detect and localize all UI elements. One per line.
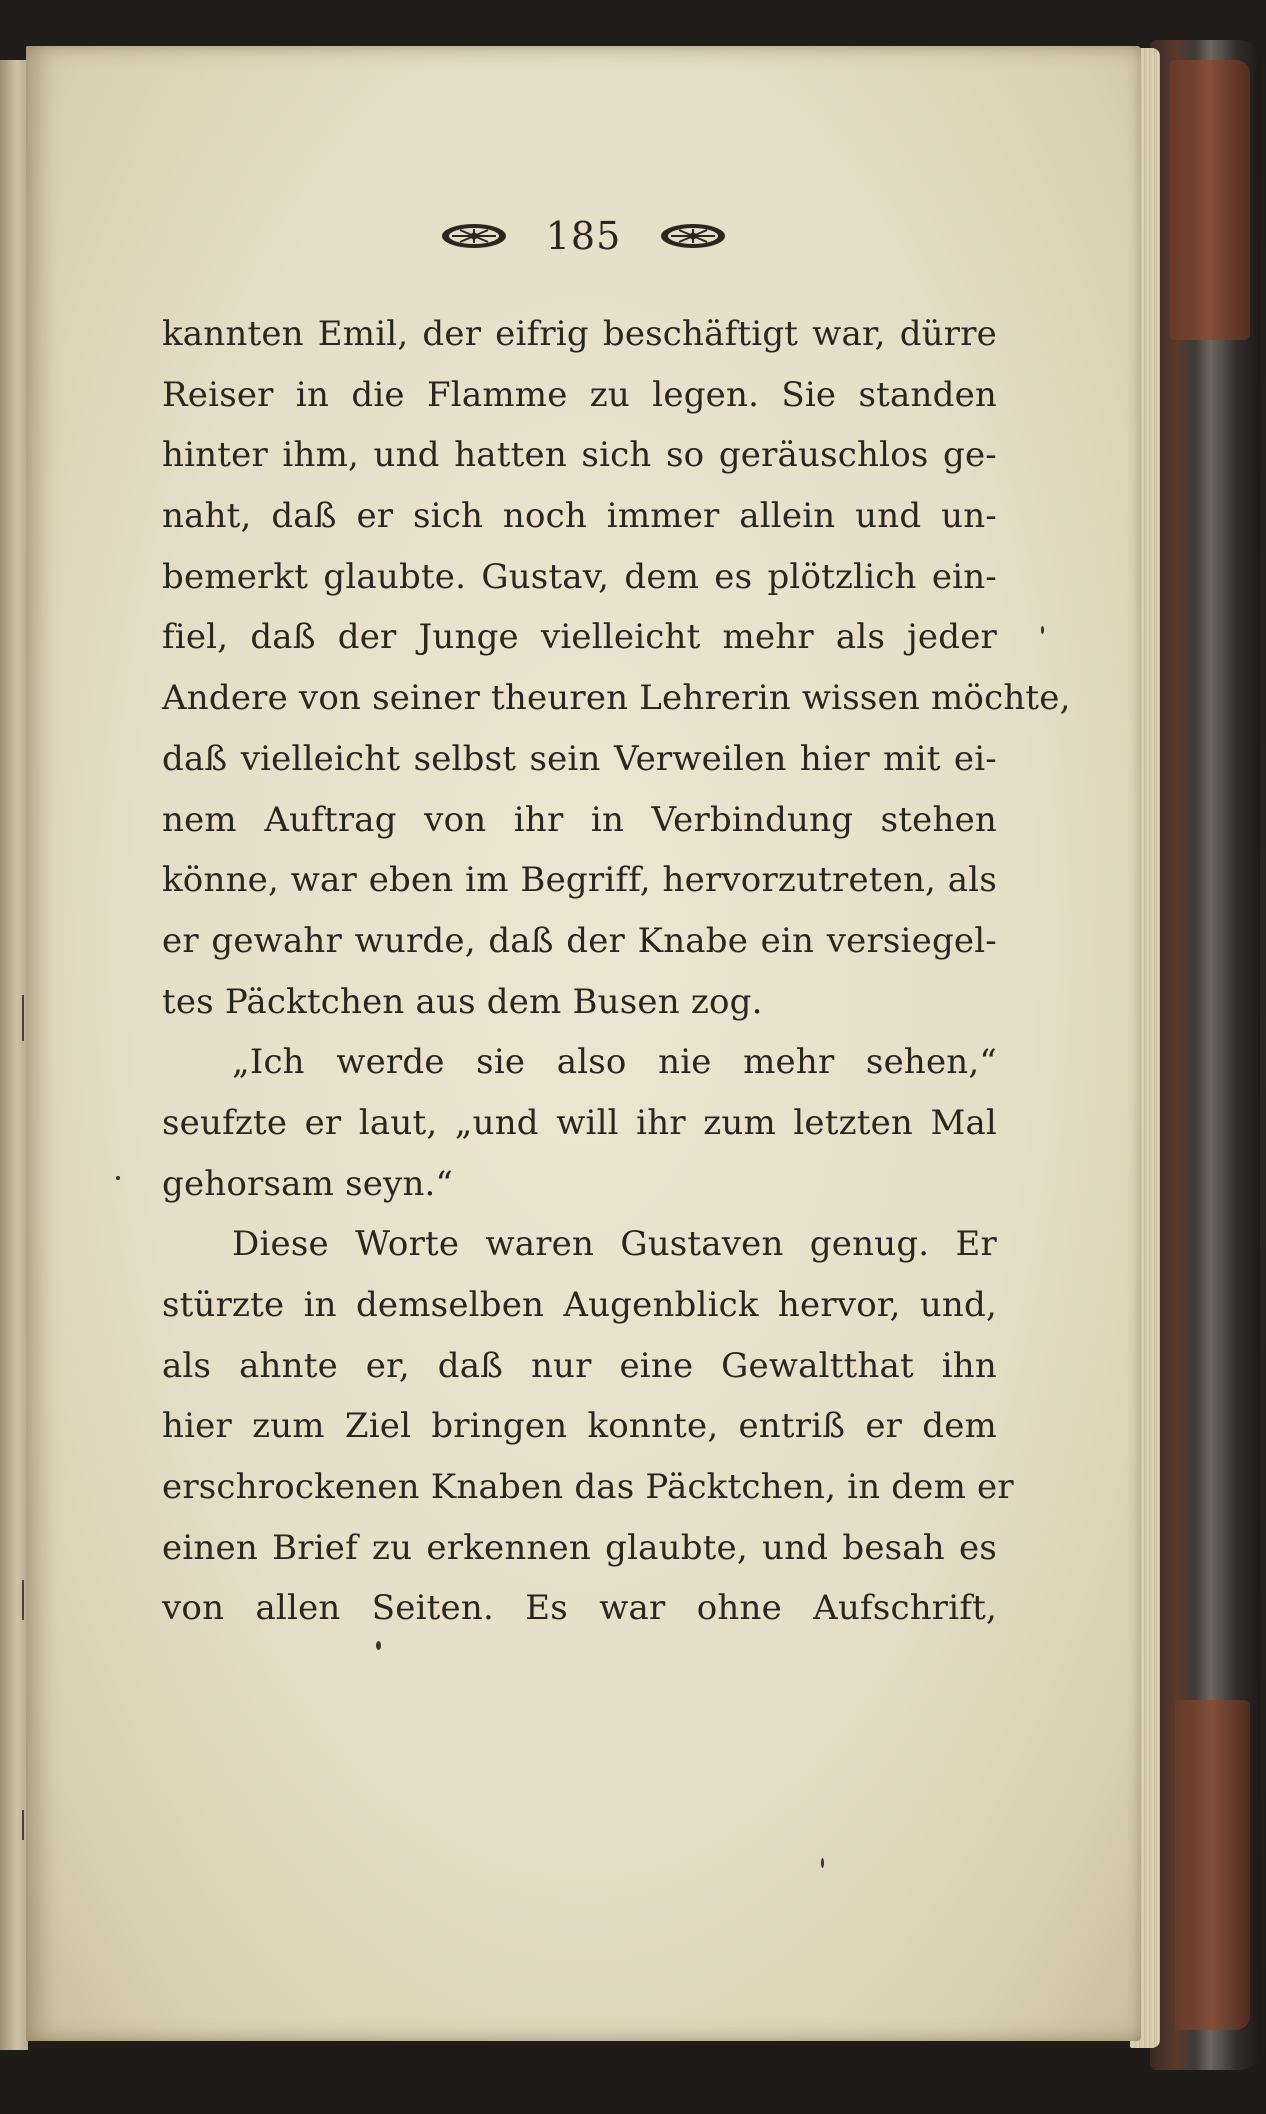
ink-speck: [1041, 626, 1044, 634]
page-body-text: [162, 304, 1071, 1639]
gutter-mark: [22, 1810, 24, 1840]
text-line: von allen Seiten. Es war ohne Aufschrift,: [162, 1588, 997, 1629]
text-line: seufzte er laut, „und will ihr zum letzten Mal: [162, 1102, 997, 1143]
text-line: daß vielleicht selbst sein Verweilen hier mit ei-: [162, 738, 997, 779]
page-header: [26, 196, 1141, 276]
previous-page-edge: [0, 60, 28, 2050]
ink-speck: [116, 1176, 120, 1180]
text-line: stürzte in demselben Augenblick hervor, und,: [162, 1285, 997, 1325]
text-line: naht, daß er sich noch immer allein und un-: [162, 496, 997, 537]
rosette-ornament-right-icon: [659, 221, 727, 251]
text-line: als ahnte er, daß nur eine Gewaltthat ihn: [162, 1345, 997, 1386]
text-line: er gewahr wurde, daß der Knabe ein versiegel-: [162, 920, 997, 961]
text-line: einen Brief zu erkennen glaubte, und besah es: [162, 1527, 997, 1568]
text-line: hinter ihm, und hatten sich so geräuschlos ge-: [162, 435, 997, 476]
ink-speck: [821, 1858, 824, 1868]
text-line: tes Päcktchen aus dem Busen zog.: [162, 981, 763, 1022]
gutter-mark: [22, 1580, 24, 1620]
text-line: kannten Emil, der eifrig beschäftigt war, dürre: [162, 314, 997, 354]
text-line: „Ich werde sie also nie mehr sehen,“: [232, 1042, 997, 1083]
text-line: hier zum Ziel bringen konnte, entriß er dem: [162, 1406, 997, 1447]
text-line: gehorsam seyn.“: [162, 1163, 454, 1204]
text-line: erschrockenen Knaben das Päcktchen, in dem er: [162, 1467, 1014, 1508]
text-line: könne, war eben im Begriff, hervorzutreten, als: [162, 860, 997, 901]
text-line: Diese Worte waren Gustaven genug. Er: [232, 1224, 997, 1265]
rosette-ornament-left-icon: [440, 221, 508, 251]
ink-speck: [376, 1641, 381, 1650]
text-line: Reiser in die Flamme zu legen. Sie standen: [162, 374, 997, 415]
gutter-mark: [22, 995, 24, 1041]
page-number: 185: [545, 214, 622, 258]
text-line: nem Auftrag von ihr in Verbindung stehen: [162, 799, 997, 840]
text-line: fiel, daß der Junge vielleicht mehr als jeder: [162, 617, 997, 658]
leather-corner-bottom: [1175, 1700, 1250, 2030]
book-page: [26, 46, 1141, 2041]
leather-corner-top: [1170, 60, 1250, 340]
text-line: Andere von seiner theuren Lehrerin wissen möchte,: [162, 678, 1071, 719]
text-line: bemerkt glaubte. Gustav, dem es plötzlich ein-: [162, 556, 997, 597]
